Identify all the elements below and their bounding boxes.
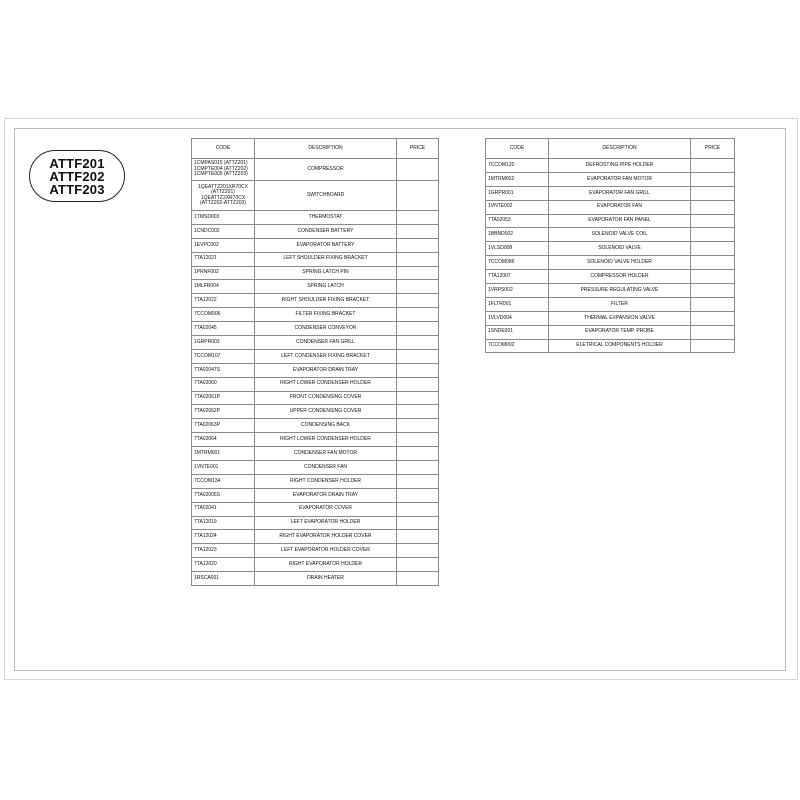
table-row <box>192 363 439 377</box>
header-description: DESCRIPTION <box>549 139 691 159</box>
cell-price <box>397 336 439 350</box>
code-line: 7TA02062P <box>194 408 221 415</box>
cell-code <box>192 211 255 225</box>
code-line: 1CMPTE005 (ATTZ203) <box>194 171 248 178</box>
code-line: 1BBND002 <box>488 231 514 238</box>
table-row <box>192 349 439 363</box>
code-line: 1VLSD008 <box>488 245 513 252</box>
cell-description: LEFT EVAPORATOR HOLDER COVER <box>255 544 397 558</box>
model-name: ATTF201 <box>49 155 105 171</box>
table-row <box>486 242 735 256</box>
table-row <box>192 280 439 294</box>
code-line: 7TA02047S <box>194 366 221 373</box>
cell-price <box>397 502 439 516</box>
cell-description: RIGHT EVAPORATOR HOLDER COVER <box>255 530 397 544</box>
code-line: 1VLVD004 <box>488 314 512 321</box>
code-line: 1EVPC002 <box>194 241 219 248</box>
cell-price <box>397 572 439 586</box>
cell-code <box>486 284 549 298</box>
cell-code <box>486 325 549 339</box>
cell-code <box>192 336 255 350</box>
cell-price <box>397 238 439 252</box>
cell-price <box>397 391 439 405</box>
cell-description: CONDENSER FAN GRILL <box>255 336 397 350</box>
code-line: (ATTZ202-ATTZ203) <box>200 199 246 206</box>
table-header-row <box>486 139 735 159</box>
code-line: 7CCOM107 <box>194 352 221 359</box>
cell-description: LEFT EVAPORATOR HOLDER <box>255 516 397 530</box>
code-line: 1FLTR001 <box>488 300 512 307</box>
cell-code <box>486 311 549 325</box>
cell-price <box>691 242 735 256</box>
cell-description: EVAPORATOR DRAIN TRAY <box>255 363 397 377</box>
cell-price <box>397 211 439 225</box>
cell-description: EVAPORATOR BATTERY <box>255 238 397 252</box>
table-row <box>192 294 439 308</box>
cell-description: EVAPORATOR COVER <box>255 502 397 516</box>
code-line: 7TA02061P <box>194 394 221 401</box>
code-line: 7TA12021 <box>194 255 217 262</box>
cell-price <box>397 488 439 502</box>
table-header-row <box>192 139 439 159</box>
table-row <box>486 325 735 339</box>
cell-description: CONDENSING BACK <box>255 419 397 433</box>
cell-price <box>691 284 735 298</box>
cell-price <box>397 474 439 488</box>
table-row <box>192 308 439 322</box>
table-row <box>192 266 439 280</box>
cell-price <box>691 214 735 228</box>
table-row <box>192 252 439 266</box>
cell-description: UPPER CONDENSING COVER <box>255 405 397 419</box>
cell-description: THERMOSTAT <box>255 211 397 225</box>
code-line: 1VNTE001 <box>194 463 219 470</box>
cell-code <box>486 270 549 284</box>
code-line: 7TA12020 <box>194 561 217 567</box>
cell-code <box>192 159 255 181</box>
cell-code <box>192 474 255 488</box>
cell-description: SOLENOID VALVE <box>549 242 691 256</box>
cell-description: RIGHT SHOULDER FIXING BRACKET <box>255 294 397 308</box>
code-line: 7TA02053 <box>488 217 511 224</box>
cell-code <box>486 297 549 311</box>
cell-description: COMPRESSOR HOLDER <box>549 270 691 284</box>
cell-code <box>486 242 549 256</box>
table-row <box>192 488 439 502</box>
cell-code <box>192 502 255 516</box>
cell-price <box>397 363 439 377</box>
table-row <box>192 461 439 475</box>
parts-table-left <box>191 138 439 586</box>
table-row <box>486 214 735 228</box>
table-row <box>192 405 439 419</box>
cell-code <box>486 186 549 200</box>
cell-price <box>397 294 439 308</box>
table-row <box>486 339 735 353</box>
cell-code <box>192 447 255 461</box>
code-line: 1TMSD003 <box>194 213 220 220</box>
cell-code <box>192 181 255 211</box>
code-line: (ATTZ201) <box>211 189 235 196</box>
cell-description: SPRING LATCH PIN <box>255 266 397 280</box>
cell-price <box>397 558 439 572</box>
code-line: 7TA12007 <box>488 272 511 279</box>
table-row <box>192 530 439 544</box>
cell-description: RIGHT LOWER CONDENSER HOLDER <box>255 377 397 391</box>
cell-code <box>486 339 549 353</box>
table-row <box>192 391 439 405</box>
cell-code <box>192 363 255 377</box>
cell-price <box>397 280 439 294</box>
cell-price <box>397 224 439 238</box>
cell-code <box>192 488 255 502</box>
table-row <box>192 474 439 488</box>
table-row <box>192 572 439 586</box>
cell-price <box>397 349 439 363</box>
table-row <box>192 224 439 238</box>
table-row <box>192 516 439 530</box>
cell-code <box>486 159 549 173</box>
cell-code <box>192 405 255 419</box>
table-row <box>486 284 735 298</box>
cell-description: RIGHT EVAPORATOR HOLDER <box>255 558 397 572</box>
table-row <box>192 238 439 252</box>
cell-code <box>192 280 255 294</box>
cell-price <box>397 377 439 391</box>
cell-code <box>192 516 255 530</box>
code-line: 1GRPR001 <box>488 189 514 196</box>
table-row <box>486 270 735 284</box>
code-line: 1PRNF002 <box>194 269 219 276</box>
cell-price <box>691 256 735 270</box>
cell-price <box>691 200 735 214</box>
cell-price <box>691 325 735 339</box>
cell-price <box>397 266 439 280</box>
cell-price <box>397 544 439 558</box>
cell-description: FRONT CONDENSING COVER <box>255 391 397 405</box>
header-code: CODE <box>192 139 255 159</box>
cell-code <box>192 544 255 558</box>
cell-description: SOLENOID VALVE COIL <box>549 228 691 242</box>
code-line: 7CCOM120 <box>488 161 515 168</box>
model-name: ATTF203 <box>49 181 105 197</box>
header-price: PRICE <box>397 139 439 159</box>
cell-description: SWITCHBOARD <box>255 181 397 211</box>
cell-code <box>192 294 255 308</box>
table-row <box>486 256 735 270</box>
code-line: 1SNDE001 <box>488 328 514 335</box>
table-row <box>192 159 439 181</box>
cell-code <box>192 433 255 447</box>
table-row <box>192 211 439 225</box>
cell-price <box>397 516 439 530</box>
cell-price <box>691 186 735 200</box>
header-description: DESCRIPTION <box>255 139 397 159</box>
cell-code <box>192 377 255 391</box>
cell-code <box>192 558 255 572</box>
table-row <box>486 228 735 242</box>
cell-price <box>397 159 439 181</box>
cell-code <box>486 200 549 214</box>
code-line: 1CNDC002 <box>194 227 220 234</box>
cell-description: CONDENSER BATTERY <box>255 224 397 238</box>
code-line: 1QEATTZ2XR70CX <box>200 194 246 201</box>
table-row <box>192 544 439 558</box>
code-line: 7TA02045 <box>194 324 217 331</box>
code-line: 7CCOM086 <box>488 258 515 265</box>
cell-description: SOLENOID VALVE HOLDER <box>549 256 691 270</box>
code-line: 7CCOM006 <box>194 310 221 317</box>
model-name: ATTF202 <box>49 168 105 184</box>
cell-description: EVAPORATOR DRAIN TRAY <box>255 488 397 502</box>
code-line: 1MTRM002 <box>488 175 515 182</box>
cell-price <box>397 252 439 266</box>
code-line: 7TA02063P <box>194 422 221 429</box>
cell-price <box>397 419 439 433</box>
cell-price <box>397 530 439 544</box>
cell-price <box>397 447 439 461</box>
cell-price <box>691 311 735 325</box>
table-row <box>192 322 439 336</box>
cell-description: EVAPORATOR FAN GRILL <box>549 186 691 200</box>
code-line: 1VRPS002 <box>488 286 513 293</box>
code-line: 7TA02064 <box>194 435 217 442</box>
table-row <box>486 186 735 200</box>
table-row <box>192 502 439 516</box>
cell-description: EVAPORATOR FAN <box>549 200 691 214</box>
code-line: 7TA12019 <box>194 519 217 526</box>
table-row <box>192 558 439 572</box>
table-row <box>486 200 735 214</box>
cell-description: RIGHT LOWER CONDENSER HOLDER <box>255 433 397 447</box>
table-row <box>486 297 735 311</box>
cell-code <box>192 224 255 238</box>
cell-description: COMPRESSOR <box>255 159 397 181</box>
code-line: 7TA12024 <box>194 533 217 540</box>
cell-description: EVAPORATOR FAN PANEL <box>549 214 691 228</box>
cell-description: EVAPORATOR TEMP. PROBE <box>549 325 691 339</box>
table-row <box>486 311 735 325</box>
cell-code <box>486 256 549 270</box>
cell-price <box>691 159 735 173</box>
cell-description: FILTER <box>549 297 691 311</box>
cell-code <box>192 349 255 363</box>
table-row <box>486 172 735 186</box>
cell-description: CONDENSER FAN MOTOR <box>255 447 397 461</box>
cell-code <box>192 308 255 322</box>
cell-description: EVAPORATOR FAN MOTOR <box>549 172 691 186</box>
code-line: 1GRPR003 <box>194 338 220 345</box>
code-line: 7TA12022 <box>194 297 217 304</box>
code-line: 1VNTE002 <box>488 203 513 210</box>
cell-description: SPRING LATCH <box>255 280 397 294</box>
code-line: 7TA02060 <box>194 380 217 387</box>
cell-price <box>397 322 439 336</box>
cell-description: DEFROSTING PIPE HOLDER <box>549 159 691 173</box>
code-line: 1QEATTZ201XR70CX <box>198 183 248 190</box>
cell-code <box>486 214 549 228</box>
cell-description: FILTER FIXING BRACKET <box>255 308 397 322</box>
cell-code <box>192 322 255 336</box>
cell-code <box>486 228 549 242</box>
cell-code <box>192 266 255 280</box>
code-line: 1MLFR004 <box>194 283 219 290</box>
cell-code <box>486 172 549 186</box>
cell-code <box>192 530 255 544</box>
table-row <box>192 181 439 211</box>
cell-code <box>192 461 255 475</box>
cell-description: DRAIN HEATER <box>255 572 397 586</box>
header-code: CODE <box>486 139 549 159</box>
cell-description: ELETRICAL COMPONENTS HOLDER <box>549 339 691 353</box>
cell-code <box>192 252 255 266</box>
table-row <box>192 377 439 391</box>
code-line: 1CMPTE004 (ATTZ202) <box>194 165 248 172</box>
cell-price <box>691 339 735 353</box>
cell-price <box>691 228 735 242</box>
code-line: 7CCOM002 <box>488 342 515 349</box>
code-line: 7CCOM134 <box>194 477 221 484</box>
table-row <box>192 447 439 461</box>
cell-description: LEFT CONDENSER FIXING BRACKET <box>255 349 397 363</box>
cell-code <box>192 391 255 405</box>
cell-price <box>397 308 439 322</box>
header-price: PRICE <box>691 139 735 159</box>
cell-price <box>397 433 439 447</box>
table-row <box>192 336 439 350</box>
cell-description: LEFT SHOULDER FIXING BRACKET <box>255 252 397 266</box>
cell-description: RIGHT CONDENSER HOLDER <box>255 474 397 488</box>
model-badge <box>29 150 125 202</box>
code-line: 7TA02005S <box>194 491 221 498</box>
cell-price <box>397 405 439 419</box>
cell-code <box>192 238 255 252</box>
cell-price <box>691 172 735 186</box>
cell-code <box>192 419 255 433</box>
code-line: 7TA02041 <box>194 505 217 512</box>
code-line: 1MTRM001 <box>194 449 221 456</box>
cell-description: CONDENSER CONVEYOR <box>255 322 397 336</box>
cell-description: THERMAL EXPANSION VALVE <box>549 311 691 325</box>
cell-description: PRESSURE REGULATING VALVE <box>549 284 691 298</box>
code-line: 1CMPAS015 (ATTZ201) <box>194 160 248 167</box>
parts-table-right <box>485 138 735 353</box>
cell-price <box>691 270 735 284</box>
code-line: 7TA12023 <box>194 547 217 554</box>
cell-price <box>691 297 735 311</box>
table-row <box>192 419 439 433</box>
code-line: 1RSCA001 <box>194 574 220 581</box>
cell-price <box>397 461 439 475</box>
cell-code <box>192 572 255 586</box>
table-row <box>486 159 735 173</box>
table-row <box>192 433 439 447</box>
cell-description: CONDENSER FAN <box>255 461 397 475</box>
cell-price <box>397 181 439 211</box>
